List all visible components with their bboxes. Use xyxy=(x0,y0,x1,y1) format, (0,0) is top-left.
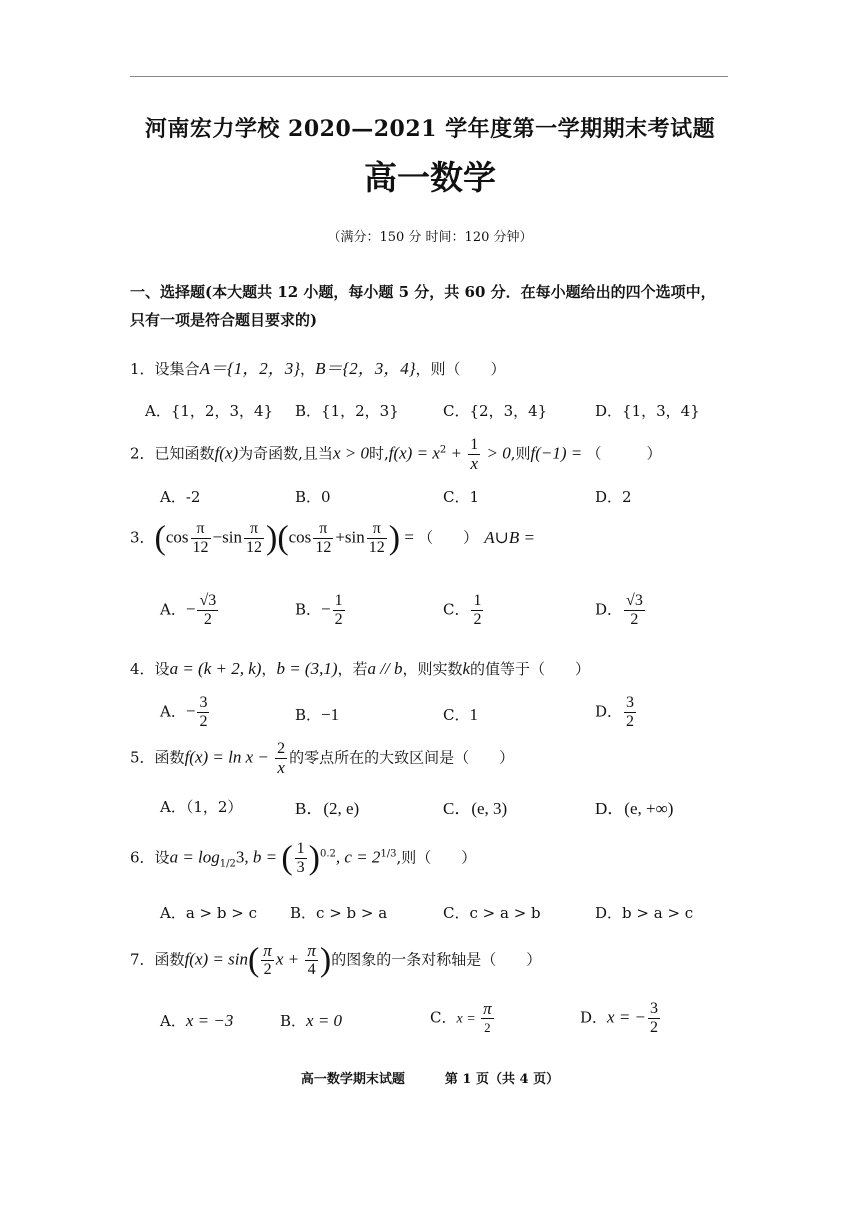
q3-frac-1 xyxy=(191,520,211,557)
q3-option-c-label: C． xyxy=(443,600,470,619)
q2-expr-b: + xyxy=(446,443,467,463)
page-footer xyxy=(0,1068,860,1087)
q3-option-b-sign: − xyxy=(321,599,331,619)
q1-option-d: D．{1，3，4} xyxy=(595,402,700,420)
q7-f2-num: π xyxy=(307,941,316,960)
q7-expr: f(x) = sin xyxy=(184,949,248,969)
q3-option-c xyxy=(443,592,485,629)
q7-option-b-value: x = 0 xyxy=(306,1011,343,1030)
q4-option-c-value: 1 xyxy=(469,705,478,724)
q5-option-c: C．(e, 3) xyxy=(443,799,508,818)
q4-option-c xyxy=(443,704,478,725)
q4-sep: ， xyxy=(261,660,277,678)
q3-paren-open-2: ( xyxy=(277,519,289,557)
q1-sep: ， xyxy=(300,360,316,378)
q3-pi: π xyxy=(244,520,264,539)
q3-paren-close-1: ) xyxy=(265,519,278,557)
q4-option-a-sign: − xyxy=(185,701,196,721)
q6-c-expr: , c = 2 xyxy=(335,847,381,867)
q7-option-c xyxy=(430,1000,496,1037)
q3-pi: π xyxy=(367,520,387,539)
q5-frac-den: x xyxy=(277,758,285,777)
q6-paren-close: ) xyxy=(308,839,320,877)
q7-mid: x + xyxy=(275,949,304,969)
q3-option-c-frac xyxy=(471,592,483,629)
q2-paren: （ ） xyxy=(586,444,662,463)
q3-option-d-den: 2 xyxy=(630,611,639,628)
q4-number: 4． xyxy=(130,660,155,678)
q1-number: 1． xyxy=(130,360,155,378)
q3-option-c-num: 1 xyxy=(473,592,482,609)
q4-text-a: 设 xyxy=(154,660,170,678)
q5-option-a: A．（1，2） xyxy=(160,798,243,816)
q7-text-b: 的图象的一条对称轴是（ ） xyxy=(331,950,542,969)
exam-meta: （满分：150 分 时间：120 分钟） xyxy=(327,230,533,245)
q7-number: 7． xyxy=(130,950,155,969)
question-5 xyxy=(130,740,514,777)
q4-option-a-label: A． xyxy=(160,702,186,721)
q3-cos-1: cos xyxy=(165,527,189,547)
q7-paren-close: ) xyxy=(319,941,332,979)
q6-b-frac xyxy=(295,840,307,877)
q3-pi: π xyxy=(191,520,211,539)
q7-option-d-frac xyxy=(648,1000,660,1037)
q2-frac-num: 1 xyxy=(470,436,479,453)
q4-option-b-label: B． xyxy=(295,706,322,724)
q3-option-b-den: 2 xyxy=(334,611,343,628)
q4-text-d: 的值等于（ ） xyxy=(470,660,591,678)
q3-paren-open-1: ( xyxy=(154,519,166,557)
q5-expr: f(x) = ln x − xyxy=(184,747,274,767)
q4-option-b xyxy=(295,704,339,725)
q4-option-d xyxy=(595,694,638,731)
q2-expr-a: f(x) = x xyxy=(388,443,440,463)
q3-option-a-sign: − xyxy=(185,599,196,619)
q7-frac-2 xyxy=(305,942,318,979)
q4-option-a-frac xyxy=(197,694,209,731)
q4-text-c: ，则实数 xyxy=(402,660,463,678)
q4-text-b: ，若 xyxy=(337,660,368,678)
q3-option-d xyxy=(595,592,647,629)
q3-den: 12 xyxy=(315,539,332,556)
q3-den: 12 xyxy=(368,539,385,556)
q7-f2-den: 4 xyxy=(307,961,316,978)
q6-tail: ,则（ ） xyxy=(396,848,477,867)
q3-den: 12 xyxy=(192,539,209,556)
q6-b-expr: , b = xyxy=(244,847,282,867)
q2-text-b: 为奇函数,且当 xyxy=(238,444,333,463)
q3-paren: （ ） xyxy=(418,528,479,547)
q5-option-b: B．(2, e) xyxy=(295,799,360,818)
q7-option-d-pre: x = − xyxy=(607,1007,647,1027)
q4-option-a-num: 3 xyxy=(199,694,208,711)
q3-option-b-frac xyxy=(333,592,345,629)
q4-k: k xyxy=(462,659,471,678)
q3-paren-close-2: ) xyxy=(388,519,401,557)
q3-den: 12 xyxy=(245,539,262,556)
q3-option-d-label: D． xyxy=(595,600,623,619)
q1-option-a: A．{1，2，3，4} xyxy=(145,402,274,420)
q7-option-c-label: C． xyxy=(430,1008,457,1027)
q4-option-d-num: 3 xyxy=(626,694,635,711)
q7-f1-num: π xyxy=(263,941,272,960)
q3-sin-1: sin xyxy=(222,527,242,547)
q3-option-c-den: 2 xyxy=(473,611,482,628)
q1-tail: ，则（ ） xyxy=(415,360,506,378)
q6-a-expr: a = log xyxy=(169,847,220,867)
q7-option-d-den: 2 xyxy=(650,1019,659,1036)
footer-course: 高一数学期末试题 xyxy=(300,1072,405,1087)
q1-option-c: C．{2，3，4} xyxy=(443,402,548,420)
q3-option-d-num: √3 xyxy=(626,592,643,609)
question-7 xyxy=(130,942,541,979)
q6-number: 6． xyxy=(130,848,155,867)
q4-option-c-label: C． xyxy=(443,706,470,724)
q2-option-c: C．1 xyxy=(443,488,480,506)
q3-option-b xyxy=(295,592,347,629)
q3-option-a-den: 2 xyxy=(203,611,212,628)
q5-fraction xyxy=(275,740,287,777)
q2-ask: f(−1) = xyxy=(530,443,587,463)
q3-minus: − xyxy=(212,527,223,547)
q1-option-b: B．{1，2，3} xyxy=(295,402,399,420)
q2-cond: x > 0 xyxy=(332,443,369,463)
q6-option-d: D．b > a > c xyxy=(595,904,694,922)
section-heading: 一、选择题(本大题共 12 小题，每小题 5 分，共 60 分．在每小题给出的四个选项中，只有一项是符合题目要求的) xyxy=(130,283,716,329)
exam-subject: 高一数学 xyxy=(364,158,496,197)
q7-option-c-frac xyxy=(481,1000,494,1037)
q3-sin-2: sin xyxy=(344,527,365,547)
q3-eq: = xyxy=(400,527,419,547)
q3-option-a-label: A． xyxy=(160,600,186,619)
q2-text-d: ,则 xyxy=(510,444,531,463)
q4-option-d-den: 2 xyxy=(626,713,635,730)
q6-option-a: A．a > b > c xyxy=(160,904,257,922)
q7-option-a-label: A． xyxy=(160,1012,186,1030)
q7-paren-open: ( xyxy=(247,941,260,979)
q5-frac-num: 2 xyxy=(277,740,286,757)
question-2: 2．已知函数f(x)为奇函数,且当x > 0时$,f(x) = x^2$ + $\frac{1}{x}$ > 0,则f(−1) = （ ） xyxy=(130,436,662,473)
q6-a-arg: 3 xyxy=(235,847,245,867)
q6-b-den: 3 xyxy=(296,859,305,876)
q7-option-a xyxy=(160,1010,233,1031)
q2-number: 2． xyxy=(130,444,155,463)
q5-option-d: D．(e, +∞) xyxy=(595,799,674,818)
q5-text-b: 的零点所在的大致区间是（ ） xyxy=(289,748,515,767)
question-6 xyxy=(130,840,476,877)
q1-text: 设集合 xyxy=(154,360,200,378)
q6-option-c: C．c > a > b xyxy=(443,904,541,922)
q3-option-b-num: 1 xyxy=(334,592,343,609)
q6-c-pow: 1/3 xyxy=(380,848,397,860)
q2-option-b: B．0 xyxy=(295,488,331,506)
q7-frac-1 xyxy=(261,942,274,979)
q6-text-a: 设 xyxy=(154,848,170,867)
q4-parallel: a // b xyxy=(367,659,403,678)
q2-fraction xyxy=(468,436,480,473)
q4-option-b-value: −1 xyxy=(321,705,340,724)
q2-text-a: 已知函数 xyxy=(154,444,215,463)
q3-pi: π xyxy=(313,520,333,539)
question-1 xyxy=(130,354,506,379)
q3-number: 3． xyxy=(130,528,155,547)
q3-option-a-frac xyxy=(197,592,218,629)
q3-option-a xyxy=(160,592,220,629)
q6-b-num: 1 xyxy=(296,840,305,857)
q1-set-a: A＝{1，2，3} xyxy=(199,359,301,378)
q7-f1-den: 2 xyxy=(263,961,272,978)
q2-fx: f(x) xyxy=(214,443,239,463)
q4-option-d-label: D． xyxy=(595,702,623,721)
q7-option-c-den: 2 xyxy=(484,1020,491,1035)
q7-option-c-num: π xyxy=(483,999,492,1018)
exam-title: 河南宏力学校 2020—2021 学年度第一学期期末考试题 xyxy=(144,116,716,142)
q4-vec-a: a = (k + 2, k) xyxy=(169,659,262,678)
q4-option-a xyxy=(160,694,211,731)
q7-option-b xyxy=(280,1010,342,1031)
q7-option-a-value: x = −3 xyxy=(185,1011,234,1030)
q4-vec-b: b = (3,1) xyxy=(276,659,338,678)
question-4 xyxy=(130,658,590,679)
q2-option-d: D．2 xyxy=(595,488,632,506)
q5-number: 5． xyxy=(130,748,155,767)
q3-option-d-frac xyxy=(624,592,645,629)
q6-option-b: B．c > b > a xyxy=(290,904,388,922)
q1-set-b: B＝{2，3，4} xyxy=(315,359,416,378)
q3-cos-2: cos xyxy=(288,527,312,547)
q7-text-a: 函数 xyxy=(154,950,185,969)
q2-frac-den: x xyxy=(470,454,478,473)
q3-plus: + xyxy=(335,527,345,547)
q5-text-a: 函数 xyxy=(154,748,185,767)
q3-extra: A∪B = xyxy=(484,527,535,547)
q3-frac-4 xyxy=(367,520,387,557)
q7-option-d-label: D． xyxy=(580,1008,608,1027)
q4-option-a-den: 2 xyxy=(199,713,208,730)
q6-paren-open: ( xyxy=(281,839,293,877)
footer-page-number: 第 1 页（共 4 页） xyxy=(444,1072,560,1087)
q3-frac-3 xyxy=(313,520,333,557)
question-3 xyxy=(130,520,535,557)
q4-option-d-frac xyxy=(624,694,636,731)
q3-option-b-label: B． xyxy=(295,600,322,619)
q2-text-c: 时, xyxy=(368,444,389,463)
q6-b-pow: 0.2 xyxy=(320,848,336,860)
q7-option-b-label: B． xyxy=(280,1012,307,1030)
q7-option-d xyxy=(580,1000,662,1037)
q7-option-c-pre: x = xyxy=(456,1011,480,1027)
q3-frac-2 xyxy=(244,520,264,557)
q3-option-a-num: √3 xyxy=(199,592,217,609)
q6-a-base: 1/2 xyxy=(219,858,236,870)
header-rule xyxy=(130,76,728,77)
q7-option-d-num: 3 xyxy=(650,1000,659,1017)
q2-option-a: A．-2 xyxy=(160,488,201,506)
q2-expr-c: > 0 xyxy=(482,443,511,463)
